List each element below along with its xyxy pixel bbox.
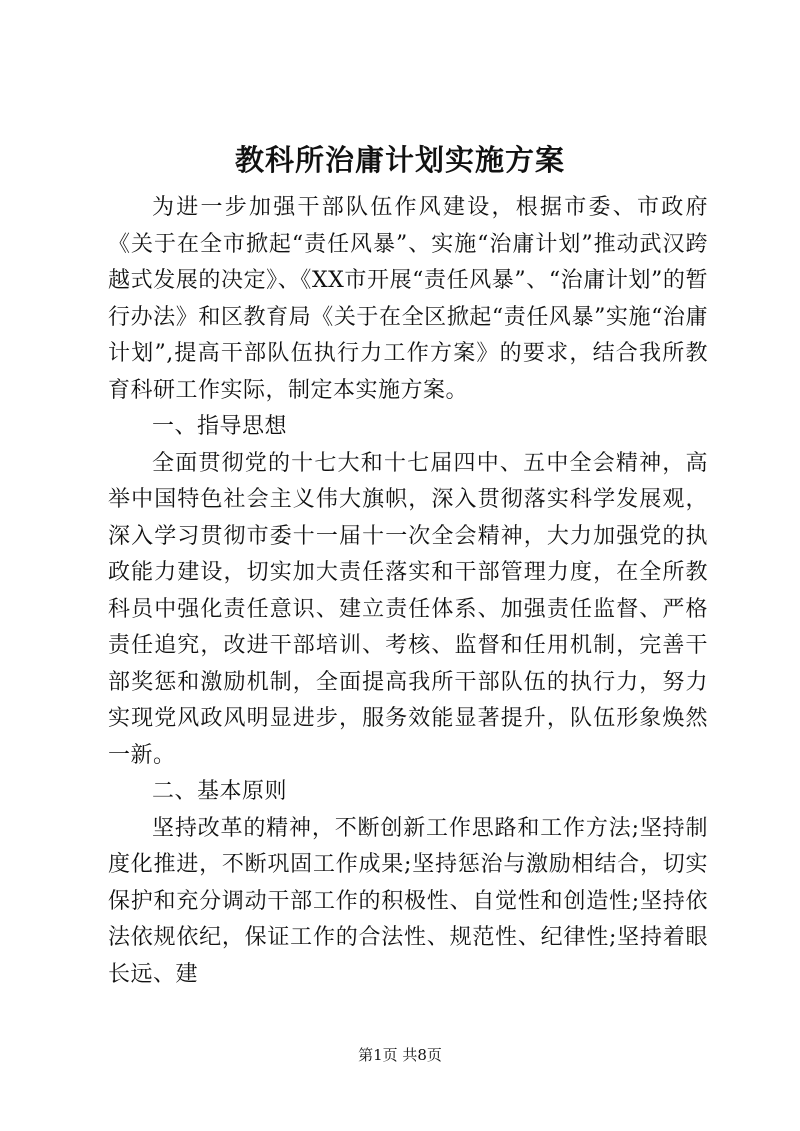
section-heading-guiding-ideology: 一、指导思想 bbox=[152, 414, 288, 439]
section-heading-basic-principles: 二、基本原则 bbox=[152, 779, 288, 804]
document-body bbox=[108, 190, 708, 993]
intro-paragraph: 为进一步加强干部队伍作风建设，根据市委、市政府《关于在全市掀起“责任风暴”、实施“治庸计划”推动武汉跨越式发展的决定》、《XX市开展“责任风暴”、“治庸计划”的暂行办法》和区教育局《关于在全区掀起“责任风暴”实施“治庸计划”,提高干部队伍执行力工作方案》的要求，结合我所教育科研工作实际，制定本实施方案。 bbox=[108, 195, 708, 403]
guiding-ideology-paragraph: 全面贯彻党的十七大和十七届四中、五中全会精神，高举中国特色社会主义伟大旗帜，深入贯彻落实科学发展观，深入学习贯彻市委十一届十一次全会精神，大力加强党的执政能力建设，切实加大责任落实和干部管理力度，在全所教科员中强化责任意识、建立责任体系、加强责任监督、严格责任追究，改进干部培训、考核、监督和任用机制，完善干部奖惩和激励机制，全面提高我所干部队伍的执行力，努力实现党风政风明显进步，服务效能显著提升，队伍形象焕然一新。 bbox=[108, 450, 708, 768]
page-number-footer: 第1页 共8页 bbox=[358, 1046, 442, 1064]
basic-principles-paragraph: 坚持改革的精神，不断创新工作思路和工作方法;坚持制度化推进，不断巩固工作成果;坚持惩治与激励相结合，切实保护和充分调动干部工作的积极性、自觉性和创造性;坚持依法依规依纪，保证工作的合法性、规范性、纪律性;坚持着眼长远、建 bbox=[108, 815, 708, 987]
document-title: 教科所治庸计划实施方案 bbox=[234, 143, 565, 177]
